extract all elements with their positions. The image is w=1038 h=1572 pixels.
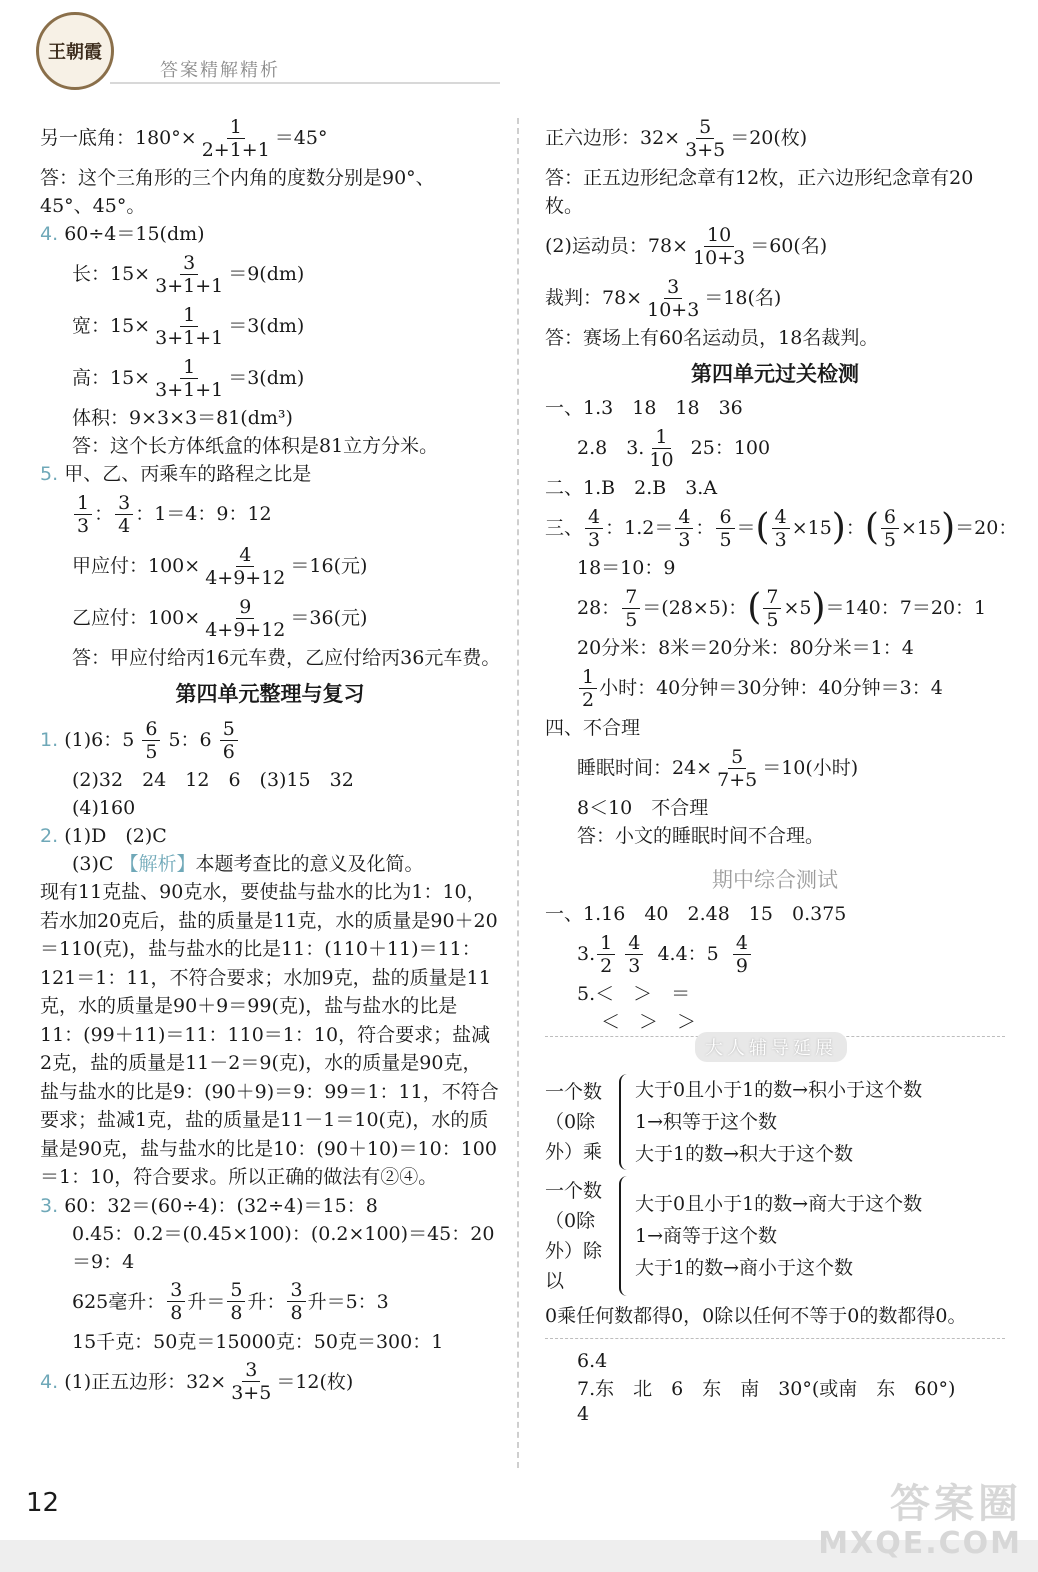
numerator: 5 (227, 1279, 245, 1302)
text: 4.4：5 (657, 943, 719, 965)
text: 1.B 2.B 3.A (583, 477, 718, 499)
denominator: 5 (625, 608, 638, 631)
q5-line (40, 460, 500, 488)
ratio-line (40, 488, 500, 540)
numerator: 7 (763, 586, 781, 609)
left-paren: ( (755, 507, 770, 548)
rule-item: 大于1的数→积大于这个数 (635, 1143, 854, 1165)
numerator: 4 (625, 932, 643, 955)
fraction (646, 426, 676, 471)
fraction (227, 1279, 245, 1324)
text-line: (2)32 24 12 6 (3)15 32 (72, 769, 354, 791)
text: ＝36(元) (290, 607, 368, 629)
t3-line3 (545, 582, 1005, 634)
text: 甲应付：100× (72, 555, 201, 577)
denominator: 3 (678, 528, 691, 551)
t3-line (545, 502, 1018, 554)
r3-line (40, 1192, 500, 1220)
text: ×15 (901, 517, 942, 539)
numerator: 6 (716, 506, 734, 529)
text: (1)正五边形：32× (64, 1370, 227, 1393)
brace (619, 1074, 631, 1170)
t2-line (545, 474, 1005, 502)
numerator: 3 (167, 1279, 185, 1302)
text: ： (845, 517, 865, 539)
numerator: 4 (236, 544, 254, 567)
colon: ： (94, 503, 114, 525)
numerator: 5 (220, 718, 238, 741)
denominator: 5 (145, 740, 158, 763)
volume-ratio-line (40, 1276, 500, 1328)
text: ＝18(名) (704, 287, 782, 309)
denominator: 4 (118, 514, 131, 537)
r4-line (40, 1356, 500, 1408)
denominator: 7+5 (717, 768, 758, 791)
text-line: 15千克：50克＝15000克：50克＝300：1 (72, 1330, 444, 1353)
fraction (597, 932, 615, 977)
brand-logo: 王朝霞 (36, 12, 114, 90)
fraction (772, 506, 790, 551)
text: 3. (577, 943, 596, 965)
text: ＝(28×5)： (642, 597, 748, 619)
numerator: 6 (881, 506, 899, 529)
numerator: 3 (664, 276, 682, 299)
text: 甲、乙、丙乘车的路程之比是 (64, 463, 312, 485)
t1b-line (545, 422, 1005, 474)
analysis-label: 【解析】 (119, 853, 196, 875)
fraction (763, 586, 781, 631)
width-line (40, 300, 500, 352)
text-line: 4 (577, 1403, 590, 1425)
fraction (682, 116, 728, 161)
q4-line (40, 220, 500, 248)
rule-item: 1→商等于这个数 (635, 1225, 778, 1247)
numerator: 1 (74, 492, 92, 515)
text: ＝ (736, 517, 756, 539)
text: (1)6：5 (64, 729, 135, 751)
text: ×15 (791, 517, 832, 539)
text: 宽：15× (72, 315, 151, 337)
jia-pay-line (40, 540, 500, 592)
numerator: 4 (733, 932, 751, 955)
fraction (881, 506, 899, 551)
section-title: 第四单元过关检测 (691, 362, 859, 386)
text: 睡眠时间：24× (577, 757, 713, 779)
numerator: 1 (180, 356, 198, 379)
denominator: 2+1+1 (201, 138, 270, 161)
part-label: 一、 (545, 397, 584, 419)
fraction (228, 1359, 274, 1404)
question-number: 2. (40, 825, 59, 847)
column-divider (517, 118, 519, 1468)
text: ＝60(名) (750, 235, 828, 257)
denominator: 4+9+12 (205, 566, 286, 589)
denominator: 3+1+1 (155, 378, 224, 401)
denominator: 3 (774, 528, 787, 551)
sleep-line (545, 742, 1005, 794)
fraction (220, 718, 238, 763)
left-column (40, 112, 500, 1408)
text: 1.3 18 18 36 (583, 397, 743, 419)
question-number: 5. (40, 463, 59, 485)
right-paren: ) (811, 587, 826, 628)
answer-line: 答：赛场上有60名运动员，18名裁判。 (545, 327, 879, 349)
fraction (585, 506, 603, 551)
fraction (579, 666, 597, 711)
numerator: 6 (142, 718, 160, 741)
denominator: 3+1+1 (155, 326, 224, 349)
denominator: 6 (222, 740, 235, 763)
left-paren: ( (747, 587, 762, 628)
text: ＝45° (274, 127, 328, 149)
question-number: 4. (40, 223, 59, 245)
denominator: 10 (649, 448, 674, 471)
text: ：1＝4：9：12 (135, 503, 272, 525)
text: ×5 (783, 597, 812, 619)
denominator: 3 (628, 954, 641, 977)
text-line: ＜ ＞ ＞ (601, 1011, 697, 1033)
numerator: 5 (696, 116, 714, 139)
text-line: 8＜10 不合理 (577, 797, 709, 819)
denominator: 2 (600, 954, 613, 977)
fraction (644, 276, 702, 321)
text: 正六边形：32× (545, 127, 681, 149)
text: 长：15× (72, 263, 151, 285)
header-title: 答案精解精析 (160, 60, 280, 81)
rule-item: 大于1的数→商小于这个数 (635, 1257, 854, 1279)
rule-item: 大于0且小于1的数→积小于这个数 (635, 1079, 923, 1101)
numerator: 4 (675, 506, 693, 529)
right-paren: ) (941, 507, 956, 548)
section-title: 期中综合测试 (712, 868, 838, 892)
denominator: 3 (588, 528, 601, 551)
length-line (40, 248, 500, 300)
denominator: 9 (735, 954, 748, 977)
watermark-line1: 答案圈 (890, 1481, 1022, 1527)
fraction (152, 252, 226, 297)
text-line: 0.45：0.2＝(0.45×100)：(0.2×100)＝45：20＝9：4 (72, 1222, 495, 1273)
rule-items (635, 1074, 922, 1170)
t1-line (545, 394, 1005, 422)
text: 1.16 40 2.48 15 0.375 (583, 903, 847, 925)
page-header (0, 0, 1038, 100)
numerator: 1 (579, 666, 597, 689)
answer-line: 答：小文的睡眠时间不合理。 (577, 825, 825, 847)
text-line: 5.＜ ＞ ＝ (577, 983, 691, 1005)
fraction (199, 116, 273, 161)
analysis-paragraph: 现有11克盐、90克水，要使盐与盐水的比为1：10，若水加20克后，盐的质量是11克，水的质量是90＋20＝110(克)，盐与盐水的比是11：(110＋11)＝11：121＝1：11，不符合要求；水加9克，盐的质量是11克，水的质量是90＋9＝99(克)，盐与盐水的比是11：(99＋11)＝11：110＝1：10，符合要求；盐减2克，盐的质量是11－2＝9(克)，水的质量是90克，盐与盐水的比是9：(90＋9)＝9：99＝1：11，不符合要求；盐减1克，盐的质量是11－1＝10(克)，水的质量是90克，盐与盐水的比是10：(90＋10)＝10：100＝1：10，符合要求。所以正确的做法有②④。 (40, 881, 499, 1188)
denominator: 10+3 (647, 298, 700, 321)
numerator: 1 (227, 116, 245, 139)
m1b-line (545, 928, 1005, 980)
text: (3)C (72, 853, 114, 875)
denominator: 3+5 (685, 138, 726, 161)
numerator: 3 (287, 1279, 305, 1302)
t3-line5 (545, 662, 1005, 714)
text: 25：100 (690, 437, 771, 459)
numerator: 9 (236, 596, 254, 619)
numerator: 4 (585, 506, 603, 529)
text: ＝20： (955, 517, 1018, 539)
text: 60：32＝(60÷4)：(32÷4)＝15：8 (64, 1194, 378, 1217)
part-label: 三、 (545, 517, 584, 539)
numerator: 3 (115, 492, 133, 515)
r2-line (40, 822, 500, 850)
text-line: 7.东 北 6 东 南 30°(或南 东 60°) (577, 1378, 956, 1400)
numerator: 3 (242, 1359, 260, 1382)
fraction (733, 932, 751, 977)
numerator: 1 (180, 304, 198, 327)
text: ＝12(枚) (276, 1370, 354, 1393)
r1-line (40, 714, 500, 766)
answer-line: 45°、45°。 (40, 195, 146, 217)
numerator: 10 (704, 224, 734, 247)
numerator: 1 (597, 932, 615, 955)
numerator: 7 (622, 586, 640, 609)
text: 本题考查比的意义及化简。 (195, 853, 424, 875)
text: ＝20(枚) (730, 127, 808, 149)
text: 28： (577, 597, 621, 619)
denominator: 3 (77, 514, 90, 537)
denominator: 2 (582, 688, 595, 711)
numerator: 1 (652, 426, 670, 449)
text-line: (4)160 (72, 797, 136, 819)
base-angle-line (40, 112, 500, 164)
text: ：1.2＝ (605, 517, 674, 539)
answer-line: 答：甲应付给丙16元车费，乙应付给丙36元车费。 (72, 647, 501, 669)
watermark (812, 1481, 1022, 1568)
rule-subject: 一个数（0除外）除以 (545, 1180, 603, 1292)
multiply-rule-block (545, 1074, 1005, 1170)
text: 2.8 3. (577, 437, 645, 459)
text: 小时：40分钟＝30分钟：40分钟＝3：4 (599, 677, 943, 699)
answer-line: 答：这个长方体纸盒的体积是81立方分米。 (72, 435, 439, 457)
fraction (115, 492, 133, 537)
m1-line (545, 900, 1005, 928)
text: ： (695, 517, 715, 539)
text: 60÷4＝15(dm) (64, 223, 205, 245)
text: 升＝5：3 (307, 1290, 389, 1313)
text: 另一底角：180°× (40, 127, 197, 149)
fraction (287, 1279, 305, 1324)
denominator: 5 (766, 608, 779, 631)
denominator: 5 (719, 528, 732, 551)
question-number: 4. (40, 1370, 59, 1393)
text: ＝3(dm) (228, 315, 305, 337)
fraction (625, 932, 643, 977)
text: ＝10(小时) (762, 757, 859, 779)
text: 625毫升： (72, 1290, 166, 1313)
brace (619, 1176, 631, 1296)
section-title: 第四单元整理与复习 (175, 682, 365, 706)
zero-rule: 0乘任何数都得0，0除以任何不等于0的数都得0。 (545, 1305, 967, 1327)
text: ＝140：7＝20：1 (825, 597, 987, 619)
numerator: 3 (180, 252, 198, 275)
text-line: 6.4 (577, 1350, 608, 1372)
denominator: 8 (170, 1302, 183, 1324)
fraction (152, 356, 226, 401)
rule-item: 大于0且小于1的数→商大于这个数 (635, 1193, 923, 1215)
numerator: 5 (728, 746, 746, 769)
right-column (545, 112, 1018, 1425)
header-rule (110, 82, 500, 84)
part-label: 二、 (545, 477, 584, 499)
fraction (202, 596, 288, 641)
height-line (40, 352, 500, 404)
text: ＝9(dm) (228, 263, 305, 285)
extension-title: 大人辅导延展 (695, 1032, 847, 1062)
rule-items (635, 1188, 922, 1284)
numerator: 4 (772, 506, 790, 529)
denominator: 4+9+12 (205, 618, 286, 641)
watermark-line2: MXQE.COM (818, 1526, 1022, 1561)
rule-subject: 一个数（0除外）乘 (545, 1081, 603, 1163)
text: 升： (247, 1290, 286, 1313)
denominator: 8 (230, 1302, 243, 1324)
denominator: 8 (290, 1302, 303, 1324)
yi-pay-line (40, 592, 500, 644)
page-number: 12 (26, 1488, 60, 1518)
rule-item: 1→积等于这个数 (635, 1111, 778, 1133)
answer-line: 答：正五边形纪念章有12枚，正六边形纪念章有20枚。 (545, 167, 974, 217)
fraction (622, 586, 640, 631)
fraction (152, 304, 226, 349)
fraction (690, 224, 748, 269)
text: 升＝ (187, 1290, 226, 1313)
part-label: 四、 (545, 717, 584, 739)
denominator: 3+5 (231, 1382, 272, 1404)
extension-rule (545, 1338, 1005, 1339)
left-paren: ( (864, 507, 879, 548)
athlete-line (545, 220, 1005, 272)
fraction (142, 718, 160, 763)
text: ＝3(dm) (228, 367, 305, 389)
fraction (714, 746, 760, 791)
right-paren: ) (831, 507, 846, 548)
fraction (74, 492, 92, 537)
text: ＝16(元) (290, 555, 368, 577)
hexagon-line (545, 112, 1005, 164)
text: 5：6 (168, 729, 212, 751)
text-line: 20分米：8米＝20分米：80分米＝1：4 (577, 637, 914, 659)
text: 高：15× (72, 367, 151, 389)
text: (1)D (2)C (64, 825, 167, 847)
text: 不合理 (583, 717, 641, 739)
fraction (716, 506, 734, 551)
question-number: 3. (40, 1194, 59, 1217)
fraction (167, 1279, 185, 1324)
denominator: 10+3 (693, 246, 746, 269)
fraction (675, 506, 693, 551)
fraction (202, 544, 288, 589)
answer-line: 答：这个三角形的三个内角的度数分别是90°、 (40, 167, 435, 189)
denominator: 3+1+1 (155, 274, 224, 297)
part-label: 一、 (545, 903, 584, 925)
r2-analysis-head (40, 850, 500, 878)
text-line: 18＝10：9 (577, 557, 676, 579)
volume-line: 体积：9×3×3＝81(dm³) (72, 407, 293, 429)
t4-line (545, 714, 1005, 742)
text: (2)运动员：78× (545, 235, 689, 257)
text: 裁判：78× (545, 287, 643, 309)
denominator: 5 (883, 528, 896, 551)
text: 乙应付：100× (72, 607, 201, 629)
referee-line (545, 272, 1005, 324)
divide-rule-block (545, 1176, 1005, 1296)
question-number: 1. (40, 729, 59, 751)
